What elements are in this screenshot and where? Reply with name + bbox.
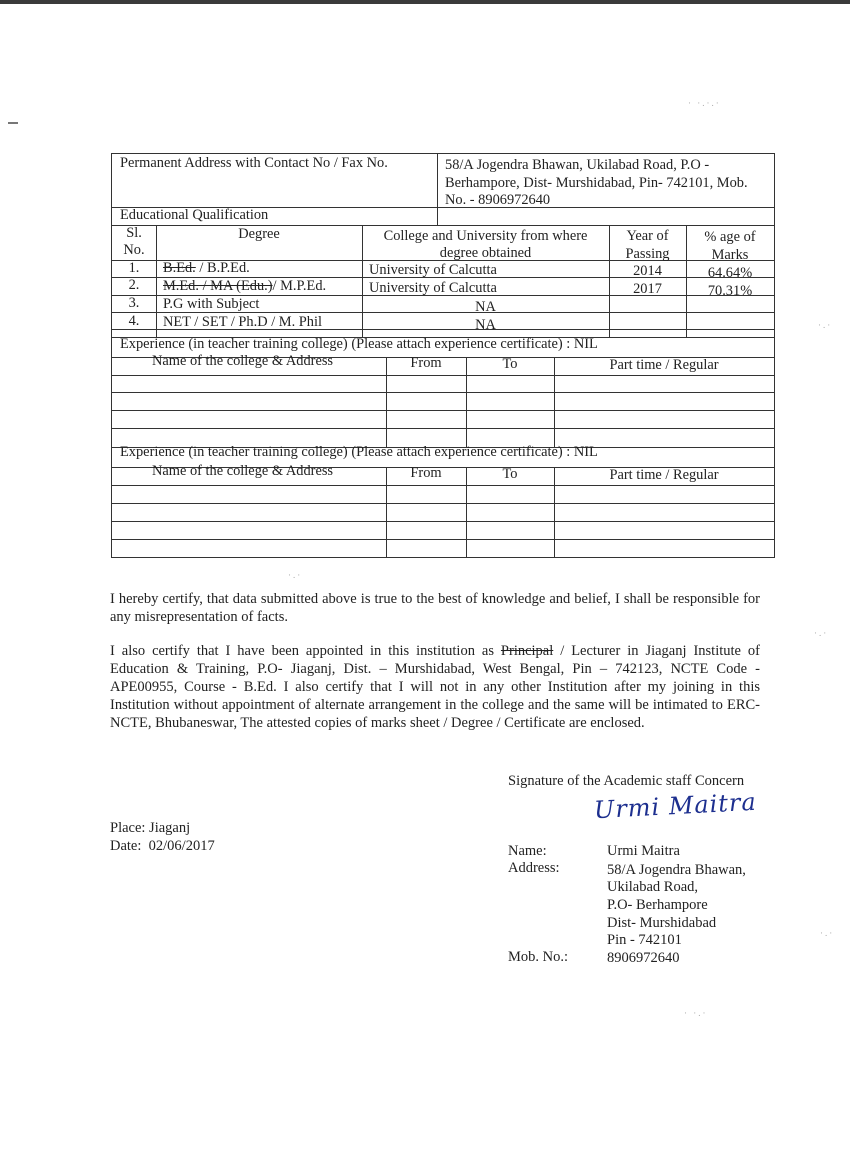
experience-title: Experience (in teacher training college) (Please attach experience certificate) : NIL: [120, 444, 598, 460]
row-sl: 4.: [128, 313, 140, 329]
handwritten-signature: Urmi Maitra: [593, 787, 758, 825]
address-label: Address:: [508, 860, 560, 876]
name-label: Name:: [508, 843, 547, 859]
scan-speck: ·.·: [818, 320, 833, 330]
row-sl: 3.: [128, 295, 140, 311]
experience-col-from: From: [410, 355, 442, 371]
address-line: 58/A Jogendra Bhawan, Ukilabad Road, P.O -: [445, 157, 710, 173]
experience-col-to: To: [502, 466, 518, 482]
scan-speck: ·.·: [814, 628, 829, 638]
header-sl: No.: [123, 242, 145, 258]
experience-col-type: Part time / Regular: [609, 357, 719, 373]
row-marks: 70.31%: [707, 283, 753, 299]
address-line: Pin - 742101: [607, 932, 682, 948]
row-marks: 64.64%: [707, 265, 753, 281]
row-college: University of Calcutta: [369, 262, 497, 278]
header-college: College and University from where: [383, 228, 588, 244]
row-college: NA: [475, 317, 496, 333]
name-value: Urmi Maitra: [607, 843, 680, 859]
row-college: NA: [475, 299, 496, 315]
address-line: Berhampore, Dist- Murshidabad, Pin- 742101, Mob.: [445, 175, 748, 191]
certification-paragraph-1: I hereby certify, that data submitted above is true to the best of knowledge and belief, I shall be responsible for any misrepresentation of facts.: [110, 591, 760, 625]
row-degree: B.Ed. / B.P.Ed.: [163, 260, 250, 276]
signature-heading: Signature of the Academic staff Concern: [508, 773, 745, 789]
row-sl: 1.: [128, 260, 140, 276]
mobile-value: 8906972640: [607, 950, 680, 966]
header-year: Passing: [625, 246, 670, 262]
certification-paragraph-2: I also certify that I have been appointed in this institution as Principal / Lecturer in Jiaganj Institute of Education & Training, P.O- Jiaganj, Dist. – Murshidabad, West Bengal, Pin – 742123, NCTE Code - APE00955, Course - B.Ed. I also certify that I will not in any other Institution after my joining in this Institution without appointment of alternate arrangement in the college and the same will be intimated to ERC- NCTE, Bhubaneswar, The attested copies of marks sheet / Degree / Certificate are enclosed.: [110, 643, 760, 731]
row-college: University of Calcutta: [369, 280, 497, 296]
experience-col-to: To: [502, 356, 518, 372]
header-degree: Degree: [238, 226, 280, 242]
experience-title: Experience (in teacher training college) (Please attach experience certificate) : NIL: [120, 336, 598, 352]
row-degree: M.Ed. / MA (Edu.)/ M.P.Ed.: [163, 278, 327, 294]
experience-col-from: From: [410, 465, 442, 481]
row-year: 2014: [633, 263, 662, 279]
address-line: Ukilabad Road,: [607, 879, 699, 895]
date: Date: 02/06/2017: [110, 838, 215, 854]
scan-speck: ·.·: [820, 928, 835, 938]
address-line: P.O- Berhampore: [607, 897, 708, 913]
address-line: 58/A Jogendra Bhawan,: [607, 862, 746, 878]
header-marks: Marks: [711, 247, 749, 263]
experience-col-name: Name of the college & Address: [152, 353, 334, 369]
scan-speck: · ·.·.·: [688, 98, 721, 108]
mobile-label: Mob. No.:: [508, 949, 569, 965]
scan-edge: [0, 0, 850, 4]
row-year: 2017: [633, 281, 662, 297]
qualification-form: [111, 153, 775, 558]
experience-col-type: Part time / Regular: [609, 467, 719, 483]
row-degree: NET / SET / Ph.D / M. Phil: [163, 314, 322, 330]
education-label: Educational Qualification: [120, 207, 269, 223]
row-degree: P.G with Subject: [163, 296, 260, 312]
place: Place: Jiaganj: [110, 820, 191, 836]
header-year: Year of: [626, 228, 669, 244]
experience-col-name: Name of the college & Address: [152, 463, 334, 479]
scan-mark: [8, 122, 18, 124]
header-marks: % age of: [704, 229, 756, 245]
row-sl: 2.: [128, 277, 140, 293]
scan-speck: · ·.·: [684, 1008, 708, 1018]
header-college: degree obtained: [439, 245, 532, 261]
address-line: Dist- Murshidabad: [607, 915, 717, 931]
address-label: Permanent Address with Contact No / Fax No.: [120, 155, 388, 171]
address-line: No. - 8906972640: [445, 192, 551, 208]
scan-speck: ·.·: [288, 570, 303, 580]
header-sl: Sl.: [126, 225, 142, 241]
